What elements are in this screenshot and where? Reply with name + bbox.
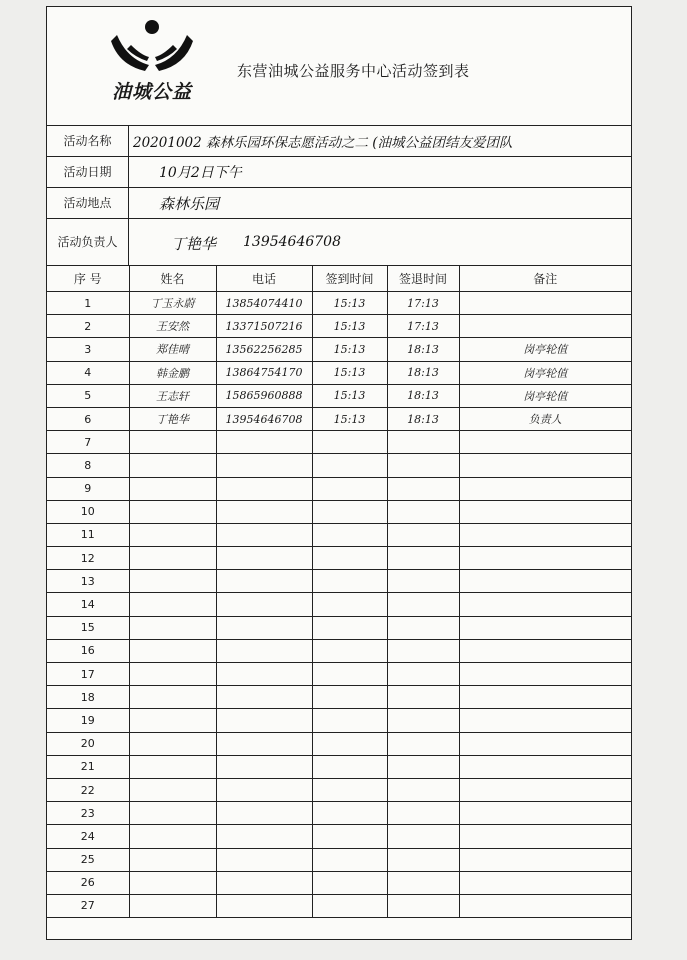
table-row [47,407,631,430]
row-number: 4 [47,361,129,384]
sign-out-time [387,709,459,732]
row-number: 2 [47,315,129,338]
attendee-phone [216,894,312,917]
row-number: 21 [47,755,129,778]
row-number: 14 [47,593,129,616]
table-row [47,802,631,825]
attendee-name [129,686,216,709]
sign-in-time: 15:13 [312,315,387,338]
table-row [47,361,631,384]
note [459,825,631,848]
sign-out-time [387,732,459,755]
table-row [47,315,631,338]
sign-in-time [312,755,387,778]
sign-in-time [312,709,387,732]
note [459,477,631,500]
sign-out-time [387,500,459,523]
table-row [47,639,631,662]
attendee-name [129,663,216,686]
row-number: 27 [47,894,129,917]
sign-in-time: 15:13 [312,338,387,361]
row-number: 25 [47,848,129,871]
sign-out-time [387,778,459,801]
note [459,593,631,616]
sign-in-time [312,871,387,894]
sign-out-time: 18:13 [387,361,459,384]
activity-date-label: 活动日期 [47,157,129,187]
attendee-phone [216,477,312,500]
column-header-sign-in: 签到时间 [312,266,387,292]
attendee-name [129,871,216,894]
note: 岗亭轮值 [459,361,631,384]
logo-text: 油城公益 [111,81,192,103]
attendee-name [129,732,216,755]
activity-name-row [47,125,631,156]
sign-in-time [312,547,387,570]
sign-in-time: 15:13 [312,384,387,407]
sheet-header [47,7,631,125]
table-row [47,871,631,894]
activity-date-row [47,156,631,187]
sign-in-time [312,663,387,686]
sign-in-time [312,431,387,454]
row-number: 18 [47,686,129,709]
table-header-row [47,266,631,292]
note [459,709,631,732]
note [459,431,631,454]
activity-place-label: 活动地点 [47,188,129,218]
attendee-name: 郑佳晴 [129,338,216,361]
row-number: 6 [47,407,129,430]
note [459,778,631,801]
column-header-note: 备注 [459,266,631,292]
sign-in-time [312,686,387,709]
sign-out-time: 18:13 [387,338,459,361]
attendee-phone [216,686,312,709]
table-row [47,755,631,778]
activity-name-label: 活动名称 [47,126,129,156]
attendee-phone: 13864754170 [216,361,312,384]
attendee-phone [216,709,312,732]
sign-in-time [312,523,387,546]
table-row [47,547,631,570]
attendee-name [129,570,216,593]
note [459,802,631,825]
attendee-name [129,431,216,454]
attendee-name [129,523,216,546]
activity-leader-row [47,218,631,265]
note [459,523,631,546]
table-row [47,384,631,407]
sign-out-time [387,454,459,477]
attendee-name: 王安然 [129,315,216,338]
sign-out-time [387,523,459,546]
sign-out-time: 18:13 [387,384,459,407]
row-number: 9 [47,477,129,500]
note [459,292,631,315]
sign-in-time: 15:13 [312,407,387,430]
note [459,639,631,662]
sign-out-time [387,848,459,871]
row-number: 11 [47,523,129,546]
column-header-phone: 电话 [216,266,312,292]
row-number: 5 [47,384,129,407]
table-row [47,732,631,755]
note [459,315,631,338]
attendee-phone [216,454,312,477]
attendee-phone [216,570,312,593]
attendee-phone: 13854074410 [216,292,312,315]
attendee-name: 丁艳华 [129,407,216,430]
sign-out-time [387,825,459,848]
attendee-name [129,894,216,917]
attendee-name [129,639,216,662]
note [459,686,631,709]
table-row [47,570,631,593]
table-row [47,593,631,616]
attendee-phone [216,616,312,639]
table-row [47,338,631,361]
row-number: 7 [47,431,129,454]
sign-out-time [387,570,459,593]
table-row [47,500,631,523]
attendee-phone: 13371507216 [216,315,312,338]
sign-in-time [312,732,387,755]
table-row [47,616,631,639]
attendee-phone [216,547,312,570]
attendee-phone: 15865960888 [216,384,312,407]
sign-out-time: 17:13 [387,292,459,315]
table-row [47,292,631,315]
sign-in-time [312,825,387,848]
sign-in-time [312,616,387,639]
activity-place-value: 森林乐园 [159,195,220,213]
note [459,547,631,570]
sign-out-time [387,894,459,917]
attendee-phone: 13954646708 [216,407,312,430]
row-number: 24 [47,825,129,848]
document-title: 东营油城公益服务中心活动签到表 [237,62,470,80]
sign-in-time [312,894,387,917]
row-number: 26 [47,871,129,894]
table-row [47,663,631,686]
note [459,500,631,523]
row-number: 17 [47,663,129,686]
note [459,570,631,593]
attendee-name [129,802,216,825]
table-row [47,431,631,454]
attendee-phone [216,802,312,825]
column-header-no: 序 号 [47,266,129,292]
attendee-name [129,825,216,848]
note [459,663,631,686]
sign-out-time [387,639,459,662]
activity-name-value: 20201002 森林乐园环保志愿活动之二 (油城公益团结友爱团队 [133,135,513,151]
attendee-phone [216,848,312,871]
attendee-name [129,477,216,500]
sign-out-time [387,431,459,454]
activity-leader-name: 丁艳华 [171,235,217,253]
table-row [47,523,631,546]
attendee-name: 丁玉永蔚 [129,292,216,315]
attendance-table [47,265,631,918]
column-header-name: 姓名 [129,266,216,292]
sign-in-time: 15:13 [312,361,387,384]
table-row [47,825,631,848]
sign-in-time [312,802,387,825]
attendee-name [129,500,216,523]
attendee-phone [216,871,312,894]
sign-in-time [312,639,387,662]
sign-in-time [312,477,387,500]
sign-out-time [387,593,459,616]
attendee-name [129,593,216,616]
row-number: 3 [47,338,129,361]
note [459,894,631,917]
activity-place-row [47,187,631,218]
note [459,871,631,894]
table-row [47,894,631,917]
sign-out-time [387,686,459,709]
attendee-phone [216,431,312,454]
sign-in-time [312,778,387,801]
table-row [47,848,631,871]
hands-heart-icon [87,15,217,77]
activity-leader-label: 活动负责人 [47,219,129,265]
sign-in-sheet [46,6,632,940]
attendee-name [129,848,216,871]
attendee-phone [216,639,312,662]
sign-in-time: 15:13 [312,292,387,315]
row-number: 22 [47,778,129,801]
row-number: 23 [47,802,129,825]
table-row [47,454,631,477]
attendee-phone [216,523,312,546]
sign-out-time [387,616,459,639]
sign-out-time [387,547,459,570]
attendee-phone [216,732,312,755]
sign-out-time: 18:13 [387,407,459,430]
activity-date-value: 10月2日下午 [159,165,242,181]
sign-in-time [312,500,387,523]
attendee-phone: 13562256285 [216,338,312,361]
note: 岗亭轮值 [459,384,631,407]
table-row [47,686,631,709]
attendee-name [129,547,216,570]
row-number: 20 [47,732,129,755]
table-row [47,709,631,732]
attendee-phone [216,593,312,616]
attendee-name [129,778,216,801]
attendee-name: 王志轩 [129,384,216,407]
attendee-name [129,454,216,477]
column-header-sign-out: 签退时间 [387,266,459,292]
attendee-phone [216,500,312,523]
table-row [47,778,631,801]
sign-in-time [312,570,387,593]
attendee-phone [216,825,312,848]
note [459,755,631,778]
attendee-name [129,755,216,778]
note: 负责人 [459,407,631,430]
attendee-name: 韩金鹏 [129,361,216,384]
sign-out-time [387,663,459,686]
attendee-phone [216,663,312,686]
note [459,848,631,871]
attendee-name [129,709,216,732]
sign-in-time [312,454,387,477]
row-number: 16 [47,639,129,662]
note: 岗亭轮值 [459,338,631,361]
sign-out-time [387,802,459,825]
note [459,454,631,477]
row-number: 8 [47,454,129,477]
sign-in-time [312,848,387,871]
note [459,616,631,639]
table-row [47,477,631,500]
attendee-name [129,616,216,639]
row-number: 19 [47,709,129,732]
attendee-phone [216,778,312,801]
sign-out-time [387,755,459,778]
row-number: 15 [47,616,129,639]
sign-in-time [312,593,387,616]
sign-out-time [387,477,459,500]
row-number: 13 [47,570,129,593]
sign-out-time [387,871,459,894]
logo [87,15,217,115]
note [459,732,631,755]
row-number: 12 [47,547,129,570]
activity-leader-phone: 13954646708 [243,234,341,250]
sign-out-time: 17:13 [387,315,459,338]
attendee-phone [216,755,312,778]
row-number: 10 [47,500,129,523]
row-number: 1 [47,292,129,315]
